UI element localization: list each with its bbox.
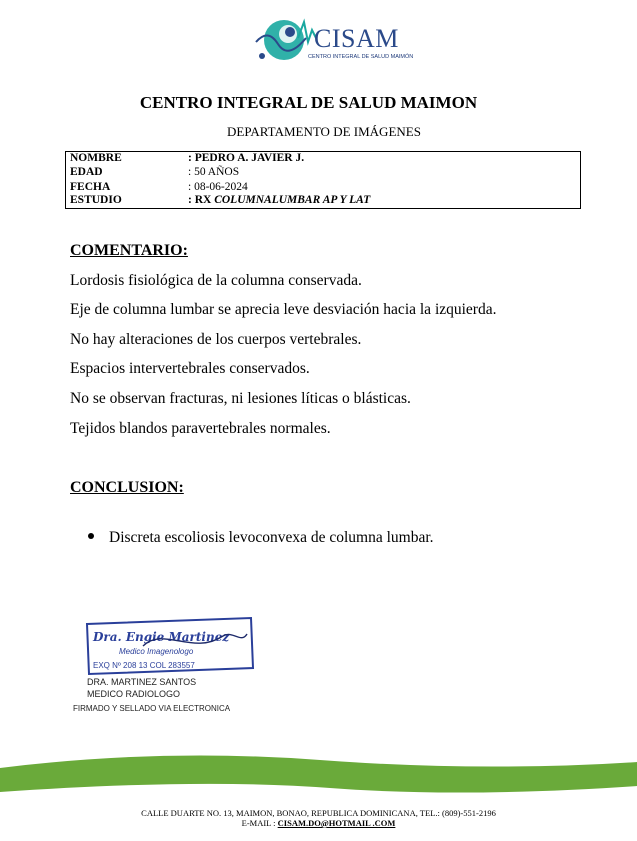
stamp-exq: EXQ Nº 208 13 COL 283557 <box>93 661 195 670</box>
signed-note: FIRMADO Y SELLADO VIA ELECTRONICA <box>73 704 231 713</box>
logo-tagline: CENTRO INTEGRAL DE SALUD MAIMÓN <box>308 54 414 60</box>
footer-address: CALLE DUARTE NO. 13, MAIMON, BONAO, REPUBLICA DOMINICANA, TEL.: (809)-551-2196 <box>141 808 496 818</box>
cisam-logo <box>248 8 414 68</box>
footer-email-line <box>0 818 637 828</box>
comment-line: Espacios intervertebrales conservados. <box>70 360 310 377</box>
patient-label: ESTUDIO <box>70 194 122 206</box>
patient-info-box <box>65 151 581 209</box>
comment-line: Eje de columna lumbar se aprecia leve desviación hacia la izquierda. <box>70 301 497 318</box>
doctor-name: DRA. MARTINEZ SANTOS <box>87 677 197 687</box>
department-title: DEPARTAMENTO DE IMÁGENES <box>227 124 421 139</box>
patient-value: : PEDRO A. JAVIER J. <box>188 152 305 164</box>
patient-label: FECHA <box>70 181 111 193</box>
doctor-stamp <box>83 616 258 680</box>
footer-email-link[interactable]: CISAM.DO@HOTMAIL .COM <box>277 818 396 828</box>
footer-email-label: E-MAIL : <box>241 818 278 828</box>
logo-wordmark: CISAM <box>314 24 399 53</box>
study-name: COLUMNALUMBAR AP Y LAT <box>214 194 371 206</box>
comment-line: Tejidos blandos paravertebrales normales. <box>70 420 331 437</box>
stamp-role: Medico Imagenologo <box>119 647 194 656</box>
study-prefix: : RX <box>188 194 215 206</box>
conclusion-item-text: Discreta escoliosis levoconvexa de columna lumbar. <box>109 529 434 546</box>
organization-title: CENTRO INTEGRAL DE SALUD MAIMON <box>139 93 478 112</box>
conclusion-heading: CONCLUSION: <box>70 479 184 496</box>
comment-heading: COMENTARIO: <box>70 242 188 259</box>
patient-label: EDAD <box>70 166 103 178</box>
comment-line: Lordosis fisiológica de la columna conservada. <box>70 272 362 289</box>
comment-line: No hay alteraciones de los cuerpos vertebrales. <box>70 331 362 348</box>
patient-value <box>188 194 370 207</box>
stamp-name: Dra. Engie Martinez <box>93 630 230 644</box>
patient-label: NOMBRE <box>70 152 122 164</box>
patient-value: : 08-06-2024 <box>188 181 248 193</box>
conclusion-item <box>88 529 434 547</box>
patient-value: : 50 AÑOS <box>188 166 240 178</box>
comment-line: No se observan fracturas, ni lesiones líticas o blásticas. <box>70 390 411 407</box>
doctor-role: MEDICO RADIOLOGO <box>87 689 181 699</box>
bullet-icon <box>88 533 94 539</box>
